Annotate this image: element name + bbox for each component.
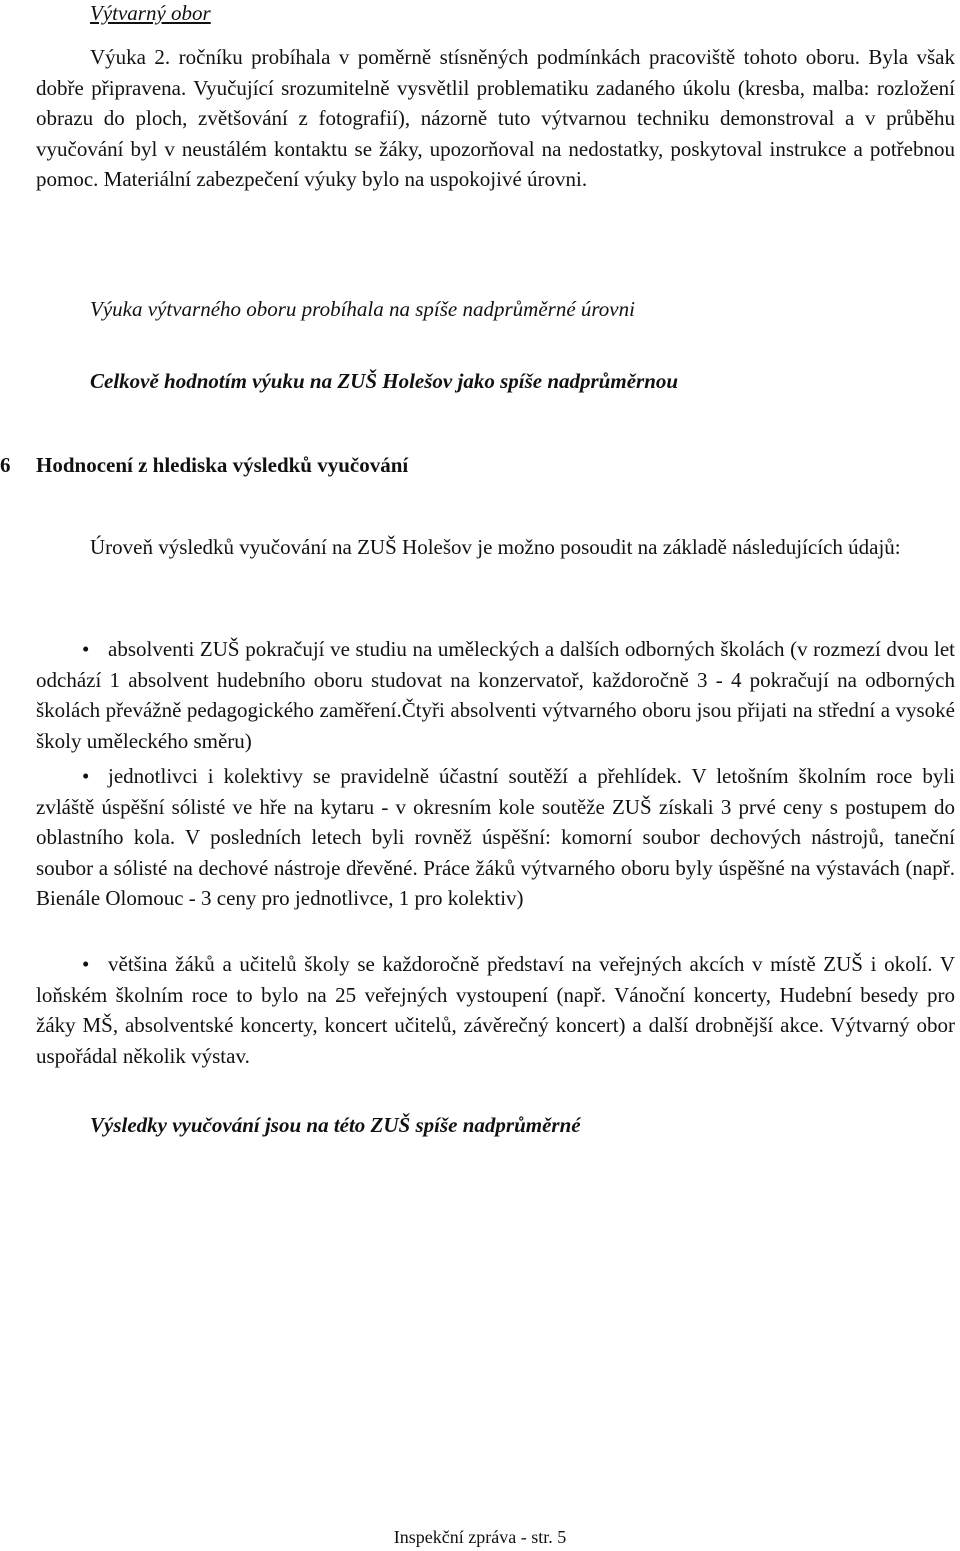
list-item (36, 634, 955, 756)
paragraph-section-intro-text: Úroveň výsledků vyučování na ZUŠ Holešov je možno posoudit na základě následujících údajů: (90, 535, 901, 559)
summary-visual-arts: Výuka výtvarného oboru probíhala na spíše nadprůměrné úrovni (90, 297, 635, 321)
list-item-text: absolventi ZUŠ pokračují ve studiu na uměleckých a dalších odborných školách (v rozmezí dvou let odchází 1 absolvent hudebního oboru studovat na konzervatoř, každoročně 3 - 4 pokračují na odborných školách převážně pedagogického zaměření.Čtyři absolventi výtvarného oboru jsou přijati na střední a vysoké školy uměleckého směru) (36, 637, 955, 753)
conclusion: Výsledky vyučování jsou na této ZUŠ spíše nadprůměrné (90, 1113, 581, 1137)
page-footer: Inspekční zpráva - str. 5 (393, 1527, 567, 1547)
section-title: Hodnocení z hlediska výsledků vyučování (36, 453, 409, 477)
summary-overall: Celkově hodnotím výuku na ZUŠ Holešov jako spíše nadprůměrnou (90, 369, 679, 393)
paragraph-intro (36, 42, 955, 195)
list-item (36, 761, 955, 914)
section-number: 6 (0, 453, 11, 477)
bullet-icon: • (82, 764, 90, 788)
subsection-heading-vytvarny-obor: Výtvarný obor (90, 1, 211, 25)
bullet-icon: • (82, 952, 90, 976)
list-item (36, 949, 955, 1071)
list-item-text: jednotlivci i kolektivy se pravidelně účastní soutěží a přehlídek. V letošním školním roce byli zvláště úspěšní sólisté ve hře na kytaru - v okresním kole soutěže ZUŠ získali 3 prvé ceny s postupem do oblastního kola. V posledních letech byli rovněž úspěšní: komorní soubor dechových nástrojů, taneční soubor a sólisté na dechové nástroje dřevěné. Práce žáků výtvarného oboru byly úspěšné na výstavách (např. Bienále Olomouc - 3 ceny pro jednotlivce, 1 pro kolektiv) (36, 764, 955, 910)
list-item-text: většina žáků a učitelů školy se každoročně představí na veřejných akcích v místě ZUŠ i okolí. V loňském školním roce to bylo na 25 veřejných vystoupení (např. Vánoční koncerty, Hudební besedy pro žáky MŠ, absolventské koncerty, koncert učitelů, závěrečný koncert) a další drobnější akce. Výtvarný obor uspořádal několik výstav. (36, 952, 955, 1068)
paragraph-section-intro (36, 532, 955, 563)
bullet-icon: • (82, 637, 90, 661)
paragraph-intro-text: Výuka 2. ročníku probíhala v poměrně stísněných podmínkách pracoviště tohoto oboru. Byla však dobře připravena. Vyučující srozumitelně vysvětlil problematiku zadaného úkolu (kresba, malba: rozložení obrazu do ploch, zvětšování z fotografií), názorně tuto výtvarnou techniku demonstroval a v průběhu vyučování byl v neustálém kontaktu se žáky, upozorňoval na nedostatky, poskytoval instrukce a potřebnou pomoc. Materiální zabezpečení výuky bylo na uspokojivé úrovni. (36, 45, 955, 191)
